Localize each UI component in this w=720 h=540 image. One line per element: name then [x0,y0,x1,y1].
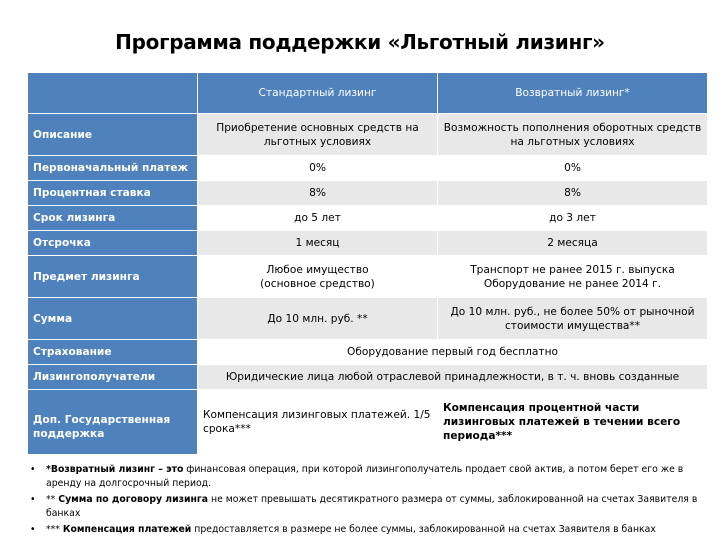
header-standard-leasing: Стандартный лизинг [198,73,438,114]
standard-cell: До 10 млн. руб. ** [198,298,438,340]
standard-line-2: (основное средство) [260,277,375,290]
footnote-text: финансовая операция, при которой лизингополучатель продает свой актив, а потом берет его же в аренду на долгосрочный период. [46,464,684,489]
return-cell: 8% [438,181,708,206]
standard-cell [198,256,438,298]
table-row [28,156,708,181]
return-line-2: Оборудование не ранее 2014 г. [483,277,662,290]
return-cell: 0% [438,156,708,181]
footnote-item [28,493,708,521]
merged-cell: Юридические лица любой отраслевой принадлежности, в т. ч. вновь созданные [198,365,708,390]
footnote-prefix: ** [46,494,59,505]
table-row [28,181,708,206]
table-row [28,340,708,365]
return-cell: До 10 млн. руб., не более 50% от рыночной стоимости имущества** [438,298,708,340]
footnote-item [28,463,708,491]
return-cell: Возможность пополнения оборотных средств на льготных условиях [438,114,708,156]
standard-line-1: Любое имущество [266,263,369,276]
table-header-row [28,73,708,114]
row-label: Процентная ставка [28,181,198,206]
row-label: Лизингополучатели [28,365,198,390]
header-empty-cell [28,73,198,114]
return-cell: 2 месяца [438,231,708,256]
table-row [28,206,708,231]
page-title: Программа поддержки «Льготный лизинг» [115,30,605,54]
return-cell [438,256,708,298]
row-label: Доп. Государственная поддержка [28,390,198,455]
table-row [28,298,708,340]
row-label: Срок лизинга [28,206,198,231]
row-label: Описание [28,114,198,156]
footnote-term: *Возвратный лизинг – это [46,464,184,475]
footnote-item [28,523,708,537]
table-row [28,365,708,390]
footnote-text: не может превышать десятикратного размера от суммы, заблокированной на счетах Заявителя в банках [46,494,698,519]
standard-cell: 8% [198,181,438,206]
footnote-prefix: *** [46,524,63,535]
table-row [28,256,708,298]
footnote-term: Компенсация платежей [62,524,192,535]
row-label: Отсрочка [28,231,198,256]
standard-cell: Компенсация лизинговых платежей. 1/5 срока*** [198,390,438,455]
bullet: • [30,494,36,505]
table-row [28,231,708,256]
header-return-leasing: Возвратный лизинг* [438,73,708,114]
table-row [28,390,708,455]
row-label: Первоначальный платеж [28,156,198,181]
row-label: Сумма [28,298,198,340]
standard-cell: 0% [198,156,438,181]
return-line-1: Транспорт не ранее 2015 г. выпуска [470,263,675,276]
return-cell: Компенсация процентной части лизинговых платежей в течении всего периода*** [438,390,708,455]
footnotes-list [28,463,708,539]
row-label: Страхование [28,340,198,365]
row-label: Предмет лизинга [28,256,198,298]
footnote-term: Сумма по договору лизинга [58,494,209,505]
return-cell: до 3 лет [438,206,708,231]
leasing-comparison-table [27,72,708,455]
bullet: • [30,464,36,475]
bullet: • [30,524,36,535]
standard-cell: Приобретение основных средств на льготных условиях [198,114,438,156]
merged-cell: Оборудование первый год бесплатно [198,340,708,365]
table-row [28,114,708,156]
standard-cell: до 5 лет [198,206,438,231]
footnote-text: предоставляется в размере не более суммы, заблокированной на счетах Заявителя в банках [191,524,656,535]
standard-cell: 1 месяц [198,231,438,256]
